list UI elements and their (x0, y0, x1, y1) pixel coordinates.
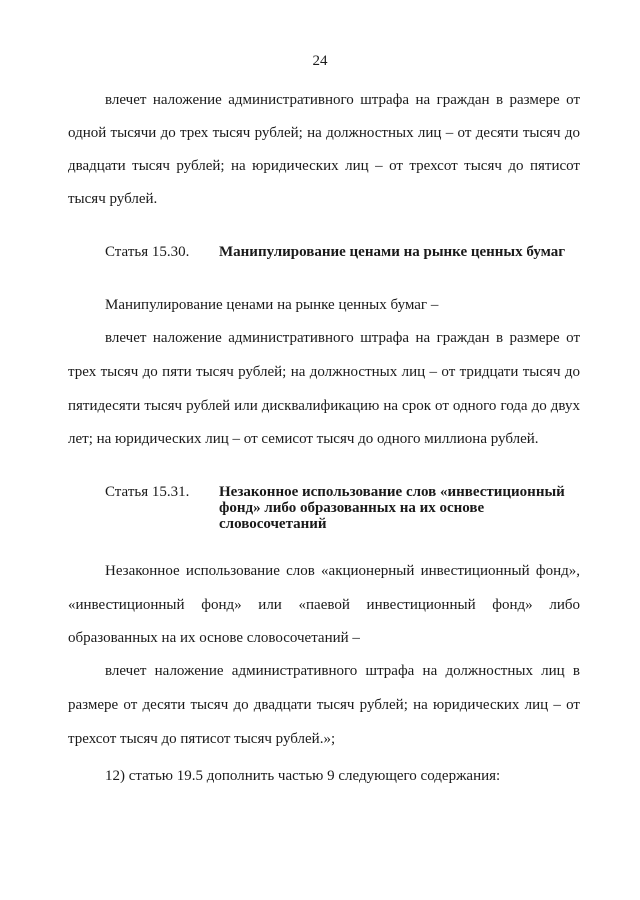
article-title-line: Незаконное использование слов «инвестиционный (219, 484, 565, 500)
paragraph-line: образованных на их основе словосочетаний – (68, 630, 360, 646)
paragraph-line: «инвестиционный фонд» или «паевой инвестиционный фонд» либо (68, 597, 580, 613)
paragraph-line: Манипулирование ценами на рынке ценных бумаг – (105, 297, 439, 313)
paragraph-line: двадцати тысяч рублей; на юридических лиц – от трехсот тысяч до пятисот (68, 158, 580, 174)
article-number: Статья 15.30. (105, 244, 190, 260)
paragraph-line: Незаконное использование слов «акционерный инвестиционный фонд», (105, 563, 580, 579)
paragraph-line: влечет наложение административного штрафа на должностных лиц в (105, 663, 580, 679)
page-number: 24 (312, 53, 328, 69)
paragraph-line: влечет наложение административного штрафа на граждан в размере от (105, 330, 580, 346)
paragraph-line: лет; на юридических лиц – от семисот тысяч до одного миллиона рублей. (68, 431, 539, 447)
paragraph-line: трех тысяч до пяти тысяч рублей; на должностных лиц – от тридцати тысяч до (68, 364, 580, 380)
paragraph-line: тысяч рублей. (68, 191, 158, 207)
article-title (219, 484, 589, 532)
article-title-line: словосочетаний (219, 516, 327, 532)
paragraph-line: пятидесяти тысяч рублей или дисквалификацию на срок от одного года до двух (68, 398, 580, 414)
article-title: Манипулирование ценами на рынке ценных бумаг (219, 244, 566, 260)
list-item: 12) статью 19.5 дополнить частью 9 следующего содержания: (105, 768, 501, 784)
article-title-line: фонд» либо образованных на их основе (219, 500, 485, 516)
article-number: Статья 15.31. (105, 484, 190, 500)
paragraph-line: размере от десяти тысяч до двадцати тысяч рублей; на юридических лиц – от (68, 697, 580, 713)
paragraph-line: влечет наложение административного штрафа на граждан в размере от (105, 92, 580, 108)
paragraph-line: одной тысячи до трех тысяч рублей; на должностных лиц – от десяти тысяч до (68, 125, 580, 141)
paragraph-line: трехсот тысяч до пятисот тысяч рублей.»; (68, 731, 336, 747)
